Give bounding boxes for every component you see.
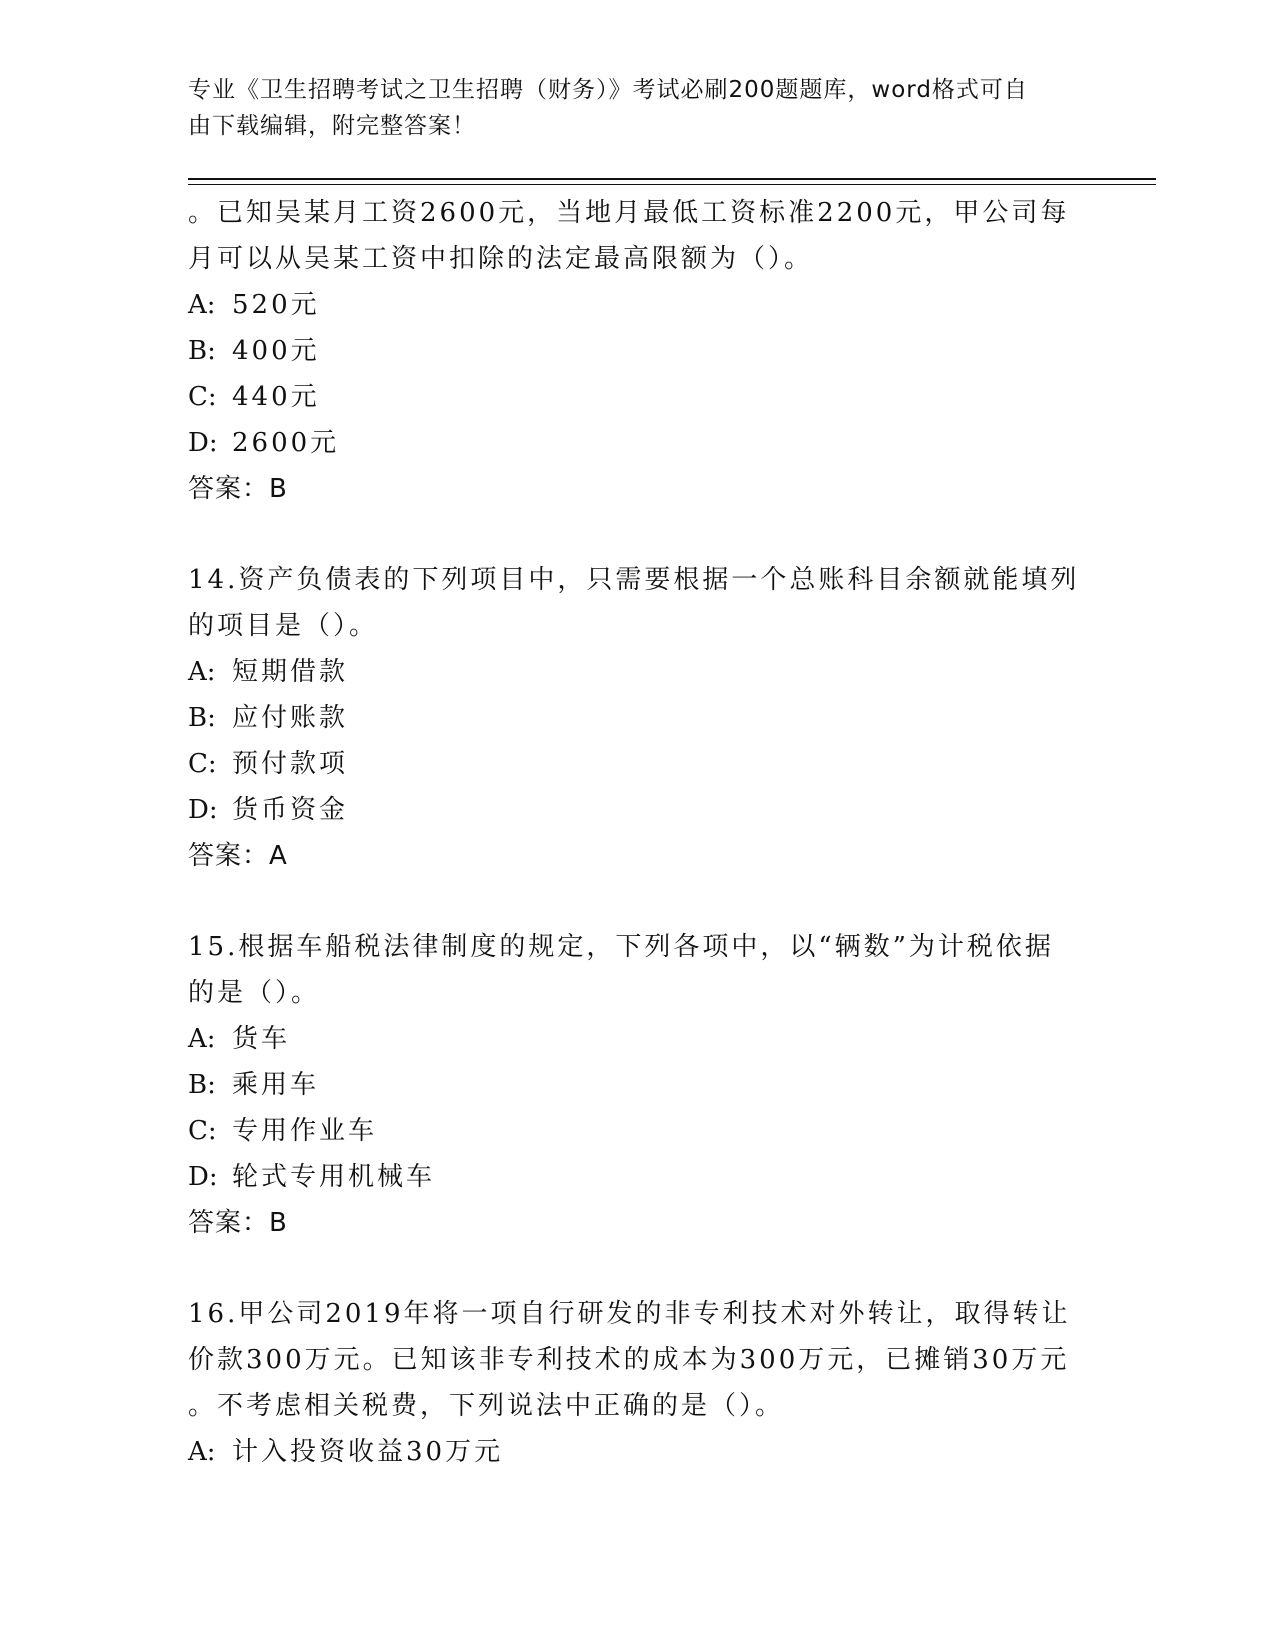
question-15 [188, 924, 1088, 1246]
option-text: 440元 [232, 382, 320, 412]
option-text: 应付账款 [232, 703, 349, 733]
question-list [188, 190, 1088, 1475]
option-text: 轮式专用机械车 [232, 1162, 436, 1192]
option-letter: B: [188, 1070, 216, 1100]
option-text: 乘用车 [232, 1070, 320, 1100]
question-spacer [188, 879, 1088, 924]
option-letter: D: [188, 1162, 218, 1192]
question-text-line: 14.资产负债表的下列项目中，只需要根据一个总账科目余额就能填列 [188, 565, 1080, 595]
header-line-1: 专业《卫生招聘考试之卫生招聘（财务）》考试必刷200题题库，word格式可自 [188, 77, 1028, 103]
question-16 [188, 1291, 1088, 1475]
option-a [188, 282, 1088, 328]
option-c [188, 1108, 1088, 1154]
option-letter: D: [188, 795, 218, 825]
option-a [188, 649, 1088, 695]
option-text: 专用作业车 [232, 1116, 378, 1146]
option-text: 预付款项 [232, 749, 349, 779]
question-text-line: 月可以从吴某工资中扣除的法定最高限额为（）。 [188, 244, 814, 274]
question-text-line: 15.根据车船税法律制度的规定，下列各项中，以“辆数”为计税依据 [188, 932, 1054, 962]
option-letter: A: [188, 1437, 216, 1467]
option-letter: B: [188, 703, 216, 733]
question-13 [188, 190, 1088, 512]
option-c [188, 374, 1088, 420]
header-line-2: 由下载编辑，附完整答案！ [188, 113, 476, 139]
header-rule-thin [188, 184, 1156, 185]
option-b [188, 328, 1088, 374]
header-rule-thick [188, 178, 1156, 180]
question-text-line: 价款300万元。已知该非专利技术的成本为300万元，已摊销30万元 [188, 1345, 1070, 1375]
option-letter: A: [188, 1024, 216, 1054]
option-a [188, 1016, 1088, 1062]
option-c [188, 741, 1088, 787]
question-14 [188, 557, 1088, 879]
option-letter: A: [188, 290, 216, 320]
option-d [188, 1154, 1088, 1200]
document-header [188, 72, 1068, 144]
option-text: 520元 [232, 290, 320, 320]
option-letter: C: [188, 1116, 217, 1146]
question-spacer [188, 1246, 1088, 1291]
option-text: 400元 [232, 336, 320, 366]
option-text: 计入投资收益30万元 [232, 1437, 504, 1467]
option-b [188, 695, 1088, 741]
option-b [188, 1062, 1088, 1108]
option-d [188, 420, 1088, 466]
option-text: 货币资金 [232, 795, 349, 825]
option-d [188, 787, 1088, 833]
question-text-line: 的是（）。 [188, 978, 321, 1008]
question-text-line: 16.甲公司2019年将一项自行研发的非专利技术对外转让，取得转让 [188, 1299, 1071, 1329]
option-letter: B: [188, 336, 216, 366]
option-text: 货车 [232, 1024, 291, 1054]
question-spacer [188, 512, 1088, 557]
option-text: 2600元 [232, 428, 340, 458]
answer-line: 答案：B [188, 1208, 288, 1238]
answer-line: 答案：B [188, 474, 288, 504]
question-text-line: 。已知吴某月工资2600元，当地月最低工资标准2200元，甲公司每 [188, 198, 1070, 228]
option-letter: C: [188, 749, 217, 779]
answer-line: 答案：A [188, 841, 288, 871]
option-text: 短期借款 [232, 657, 349, 687]
option-letter: D: [188, 428, 218, 458]
option-letter: C: [188, 382, 217, 412]
option-letter: A: [188, 657, 216, 687]
question-text-line: 。不考虑相关税费，下列说法中正确的是（）。 [188, 1391, 785, 1421]
option-a [188, 1429, 1088, 1475]
question-text-line: 的项目是（）。 [188, 611, 379, 641]
